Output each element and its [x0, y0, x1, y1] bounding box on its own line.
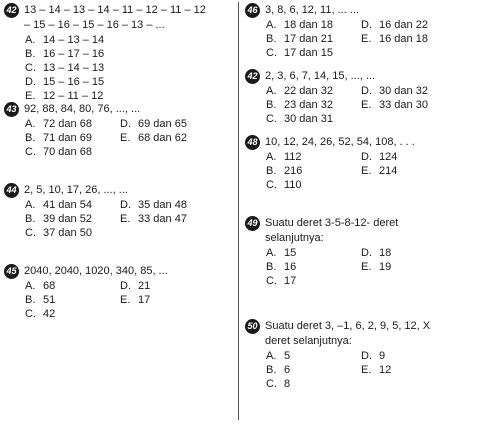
- question-stem: [247, 319, 469, 349]
- option-text: 70 dan 68: [43, 146, 92, 158]
- answer-option: [361, 18, 469, 32]
- answer-options: [266, 18, 469, 60]
- answer-option: [120, 198, 232, 212]
- answer-option: [266, 246, 361, 260]
- answer-option: [266, 377, 361, 391]
- option-text: 42: [43, 308, 56, 320]
- question-left-3: [6, 264, 232, 321]
- answer-options: [266, 84, 469, 126]
- option-letter: A.: [266, 350, 277, 362]
- option-text: 15: [284, 247, 297, 259]
- answer-option: [25, 61, 232, 75]
- option-letter: B.: [266, 261, 277, 273]
- question-stem: [6, 102, 232, 117]
- option-text: 68: [43, 280, 56, 292]
- answer-option: [266, 178, 361, 192]
- question-number-badge: 46: [245, 3, 260, 18]
- option-letter: C.: [266, 275, 277, 287]
- answer-option: [120, 293, 232, 307]
- option-letter: B.: [25, 294, 36, 306]
- answer-option: [25, 131, 120, 145]
- question-stem: [247, 135, 469, 150]
- question-text: 2, 3, 6, 7, 14, 15, ..., ...: [265, 70, 376, 82]
- answer-options: [266, 246, 469, 288]
- option-text: 18: [379, 247, 392, 259]
- option-text: 33 dan 30: [379, 99, 428, 111]
- question-stem: [6, 183, 232, 198]
- option-letter: D.: [120, 118, 131, 130]
- option-letter: C.: [266, 378, 277, 390]
- option-letter: A.: [266, 151, 277, 163]
- option-text: 17 dan 21: [284, 33, 333, 45]
- option-letter: C.: [25, 227, 36, 239]
- option-text: 68 dan 62: [138, 132, 187, 144]
- option-letter: D.: [25, 76, 36, 88]
- option-letter: B.: [25, 48, 36, 60]
- answer-option: [25, 307, 120, 321]
- option-letter: D.: [361, 247, 372, 259]
- option-letter: A.: [266, 247, 277, 259]
- option-letter: B.: [25, 132, 36, 144]
- option-text: 15 – 16 – 15: [43, 76, 105, 88]
- question-text: 92, 88, 84, 80, 76, ..., ...: [24, 103, 141, 115]
- answer-option: [361, 349, 469, 363]
- option-text: 112: [284, 151, 302, 163]
- question-number-badge: 48: [245, 135, 260, 150]
- question-right-1: [247, 69, 469, 126]
- option-text: 17: [284, 275, 297, 287]
- answer-option: [361, 98, 469, 112]
- answer-option: [266, 349, 361, 363]
- option-letter: E.: [25, 90, 36, 102]
- option-letter: B.: [266, 33, 277, 45]
- option-text: 13 – 14 – 13: [43, 62, 105, 74]
- option-letter: C.: [266, 113, 277, 125]
- answer-option: [266, 150, 361, 164]
- option-letter: D.: [120, 280, 131, 292]
- option-text: 17 dan 15: [284, 47, 333, 59]
- option-text: 51: [43, 294, 56, 306]
- question-stem: [247, 3, 469, 18]
- option-letter: C.: [25, 146, 36, 158]
- answer-options: [266, 150, 469, 192]
- option-text: 39 dan 52: [43, 213, 92, 225]
- option-text: 5: [284, 350, 291, 362]
- option-letter: D.: [120, 199, 131, 211]
- question-text: 3, 8, 6, 12, 11, ... ...: [265, 4, 359, 16]
- option-text: 35 dan 48: [138, 199, 187, 211]
- answer-option: [266, 260, 361, 274]
- question-number-badge: 43: [4, 102, 19, 117]
- option-text: 17: [138, 294, 151, 306]
- option-letter: B.: [266, 165, 277, 177]
- option-letter: B.: [266, 99, 277, 111]
- column-divider: [238, 2, 239, 420]
- answer-option: [361, 32, 469, 46]
- option-text: 12: [379, 364, 392, 376]
- answer-option: [361, 150, 469, 164]
- question-number-badge: 45: [4, 264, 19, 279]
- question-left-0: [6, 3, 232, 103]
- answer-options: [266, 349, 469, 391]
- question-right-0: [247, 3, 469, 60]
- question-text: 2, 5, 10, 17, 26, ..., ...: [24, 184, 128, 196]
- option-letter: E.: [120, 294, 131, 306]
- question-right-4: [247, 319, 469, 391]
- option-letter: E.: [361, 261, 372, 273]
- answer-option: [25, 198, 120, 212]
- answer-options: [25, 279, 232, 321]
- answer-option: [25, 279, 120, 293]
- answer-option: [25, 117, 120, 131]
- option-text: 30 dan 32: [379, 85, 428, 97]
- question-number-badge: 49: [245, 216, 260, 231]
- option-text: 16 dan 18: [379, 33, 428, 45]
- option-text: 6: [284, 364, 291, 376]
- option-letter: B.: [266, 364, 277, 376]
- option-text: 12 – 11 – 12: [43, 90, 104, 102]
- option-letter: B.: [25, 213, 36, 225]
- answer-options: [25, 198, 232, 240]
- option-letter: E.: [120, 132, 131, 144]
- option-letter: E.: [361, 99, 372, 111]
- question-stem: [6, 3, 232, 33]
- answer-option: [361, 164, 469, 178]
- option-text: 21: [138, 280, 151, 292]
- answer-option: [120, 212, 232, 226]
- option-text: 18 dan 18: [284, 19, 333, 31]
- answer-option: [361, 363, 469, 377]
- option-letter: C.: [266, 179, 277, 191]
- option-text: 33 dan 47: [138, 213, 187, 225]
- option-letter: D.: [361, 19, 372, 31]
- question-number-badge: 42: [4, 3, 19, 18]
- option-text: 72 dan 68: [43, 118, 92, 130]
- option-letter: C.: [25, 308, 36, 320]
- question-right-2: [247, 135, 469, 192]
- answer-option: [361, 246, 469, 260]
- option-text: 8: [284, 378, 291, 390]
- question-text: Suatu deret 3-5-8-12- deret selanjutnya:: [265, 217, 399, 244]
- option-text: 19: [379, 261, 392, 273]
- question-text: 10, 12, 24, 26, 52, 54, 108, . . .: [265, 136, 415, 148]
- option-letter: E.: [361, 364, 372, 376]
- option-letter: C.: [25, 62, 36, 74]
- option-letter: A.: [266, 19, 277, 31]
- question-text: 2040, 2040, 1020, 340, 85, ...: [24, 265, 168, 277]
- answer-option: [361, 84, 469, 98]
- option-text: 16 dan 22: [379, 19, 428, 31]
- option-letter: E.: [120, 213, 131, 225]
- question-left-1: [6, 102, 232, 159]
- option-letter: A.: [25, 34, 36, 46]
- question-right-3: [247, 216, 469, 288]
- question-text: 13 – 14 – 13 – 14 – 11 – 12 – 11 – 12 – 15 – 16 – 15 – 16 – 13 – ...: [24, 4, 206, 31]
- answer-option: [25, 145, 120, 159]
- answer-option: [120, 131, 232, 145]
- option-text: 41 dan 54: [43, 199, 92, 211]
- question-text: Suatu deret 3, –1, 6, 2, 9, 5, 12, X deret selanjutnya:: [265, 320, 431, 347]
- question-number-badge: 50: [245, 319, 260, 334]
- question-stem: [247, 69, 469, 84]
- answer-option: [25, 293, 120, 307]
- option-letter: E.: [361, 165, 372, 177]
- option-text: 69 dan 65: [138, 118, 187, 130]
- answer-option: [266, 84, 361, 98]
- option-letter: D.: [361, 350, 372, 362]
- option-text: 9: [379, 350, 386, 362]
- answer-option: [25, 212, 120, 226]
- option-letter: D.: [361, 85, 372, 97]
- answer-option: [120, 117, 232, 131]
- question-stem: [247, 216, 469, 246]
- option-text: 110: [284, 179, 302, 191]
- answer-option: [266, 32, 361, 46]
- answer-options: [25, 33, 232, 103]
- option-text: 71 dan 69: [43, 132, 92, 144]
- question-number-badge: 44: [4, 183, 19, 198]
- option-letter: A.: [25, 118, 36, 130]
- answer-option: [266, 363, 361, 377]
- answer-option: [266, 46, 361, 60]
- option-letter: A.: [25, 199, 36, 211]
- question-number-badge: 42: [245, 69, 260, 84]
- answer-option: [266, 164, 361, 178]
- answer-option: [361, 260, 469, 274]
- answer-option: [25, 226, 120, 240]
- answer-option: [25, 47, 232, 61]
- answer-option: [25, 33, 232, 47]
- answer-option: [266, 18, 361, 32]
- option-text: 22 dan 32: [284, 85, 333, 97]
- option-text: 216: [284, 165, 303, 177]
- option-letter: D.: [361, 151, 372, 163]
- option-letter: A.: [25, 280, 36, 292]
- option-text: 124: [379, 151, 398, 163]
- option-text: 23 dan 32: [284, 99, 333, 111]
- answer-option: [266, 98, 361, 112]
- answer-option: [266, 112, 361, 126]
- option-letter: C.: [266, 47, 277, 59]
- answer-option: [266, 274, 361, 288]
- question-stem: [6, 264, 232, 279]
- answer-options: [25, 117, 232, 159]
- option-letter: E.: [361, 33, 372, 45]
- option-text: 16 – 17 – 16: [43, 48, 105, 60]
- answer-option: [25, 89, 232, 103]
- option-letter: A.: [266, 85, 277, 97]
- question-left-2: [6, 183, 232, 240]
- option-text: 14 – 13 – 14: [43, 34, 105, 46]
- option-text: 30 dan 31: [284, 113, 333, 125]
- answer-option: [120, 279, 232, 293]
- option-text: 214: [379, 165, 398, 177]
- answer-option: [25, 75, 232, 89]
- option-text: 37 dan 50: [43, 227, 92, 239]
- option-text: 16: [284, 261, 297, 273]
